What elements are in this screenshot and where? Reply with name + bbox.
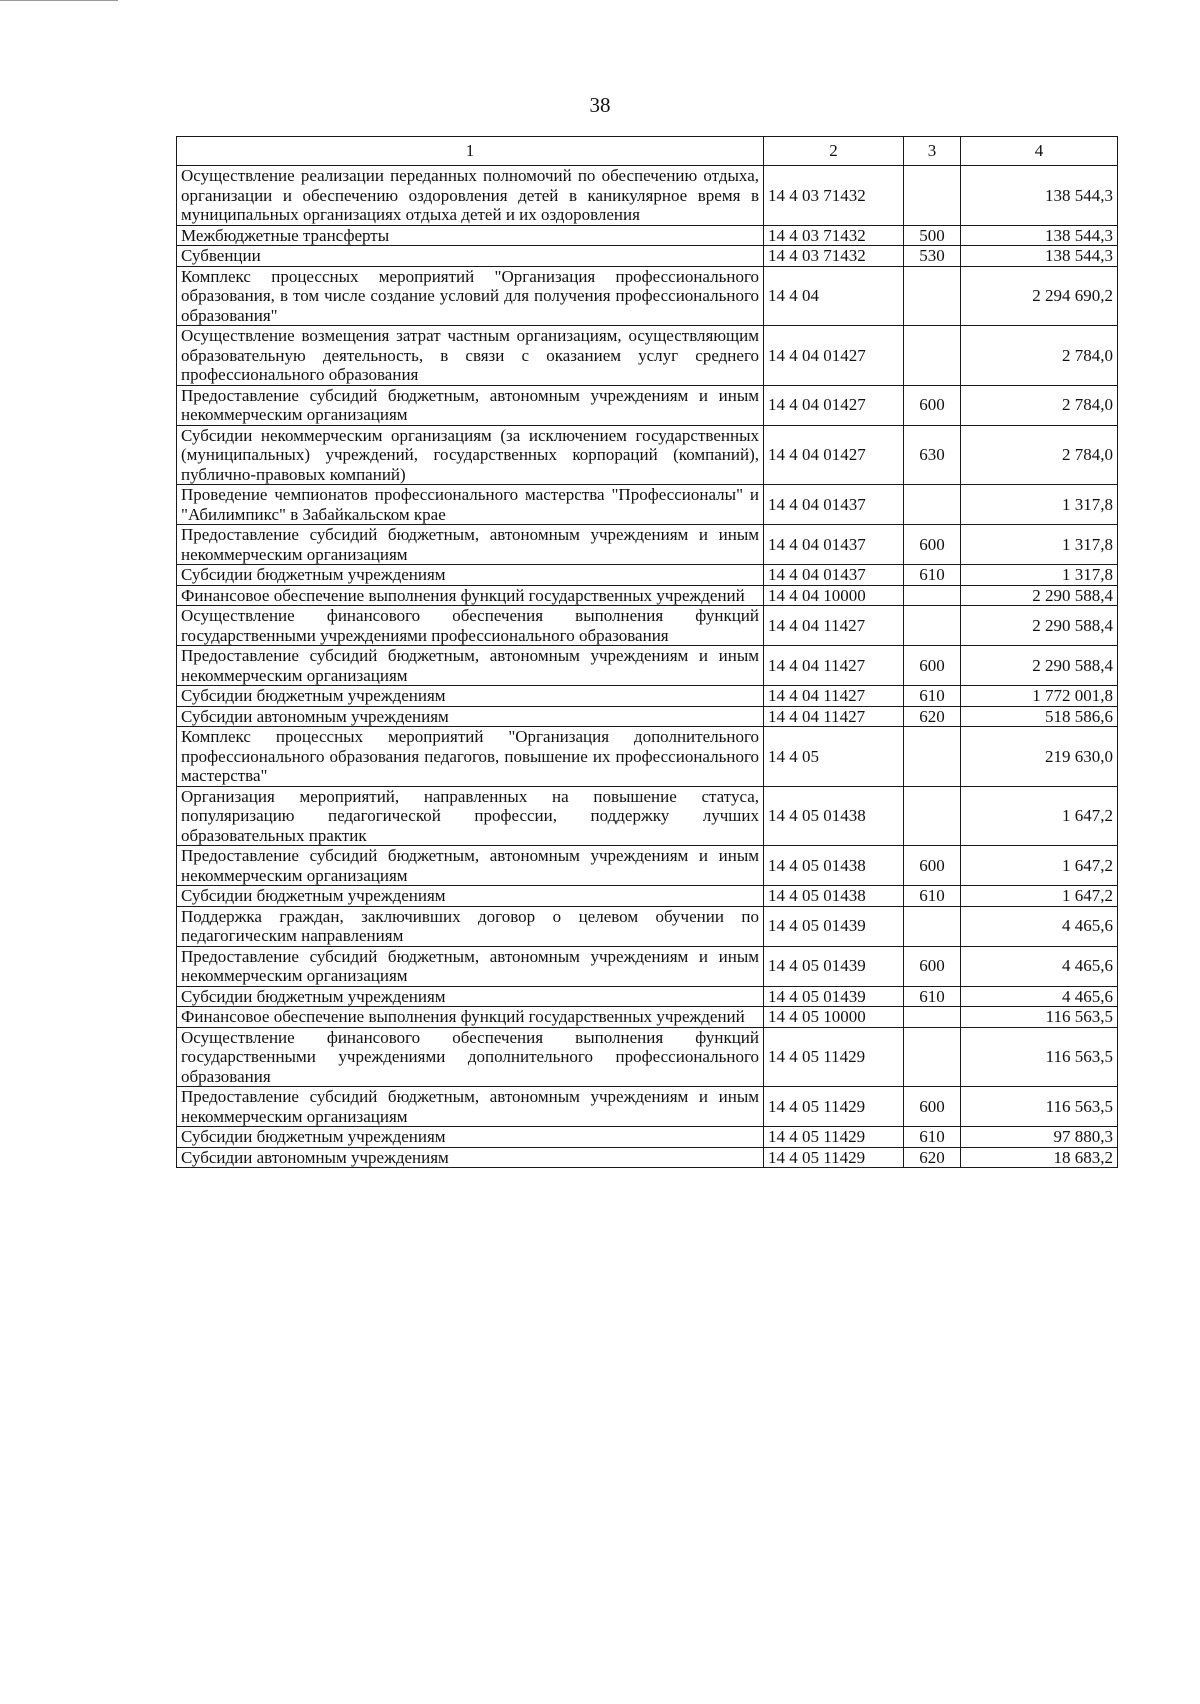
table-row <box>177 326 1118 386</box>
table-row <box>177 225 1118 246</box>
row-expense-type <box>904 166 961 226</box>
table-row <box>177 1087 1118 1127</box>
table-row <box>177 1027 1118 1087</box>
row-name: Финансовое обеспечение выполнения функций государственных учреждений <box>177 1007 764 1028</box>
row-code: 14 4 04 11427 <box>764 646 904 686</box>
row-name: Субсидии бюджетным учреждениям <box>177 886 764 907</box>
row-name: Субсидии автономным учреждениям <box>177 706 764 727</box>
row-amount: 2 784,0 <box>961 425 1118 485</box>
row-amount: 138 544,3 <box>961 166 1118 226</box>
table-row <box>177 565 1118 586</box>
row-expense-type: 620 <box>904 706 961 727</box>
row-code: 14 4 04 11427 <box>764 686 904 707</box>
row-expense-type <box>904 485 961 525</box>
table-row <box>177 786 1118 846</box>
row-code: 14 4 05 01439 <box>764 946 904 986</box>
row-name: Финансовое обеспечение выполнения функций государственных учреждений <box>177 585 764 606</box>
row-code: 14 4 04 10000 <box>764 585 904 606</box>
row-amount: 2 294 690,2 <box>961 266 1118 326</box>
row-amount: 2 784,0 <box>961 385 1118 425</box>
row-code: 14 4 05 <box>764 727 904 787</box>
column-header: 1 <box>177 137 764 166</box>
row-expense-type <box>904 266 961 326</box>
row-expense-type: 610 <box>904 686 961 707</box>
table-row <box>177 986 1118 1007</box>
row-amount: 116 563,5 <box>961 1087 1118 1127</box>
row-name: Субсидии бюджетным учреждениям <box>177 565 764 586</box>
row-name: Межбюджетные трансферты <box>177 225 764 246</box>
row-code: 14 4 05 01438 <box>764 786 904 846</box>
row-amount: 97 880,3 <box>961 1127 1118 1148</box>
row-code: 14 4 04 01437 <box>764 485 904 525</box>
row-expense-type: 610 <box>904 1127 961 1148</box>
table-row <box>177 1147 1118 1168</box>
row-name: Субвенции <box>177 246 764 267</box>
table-row <box>177 606 1118 646</box>
row-name: Предоставление субсидий бюджетным, автономным учреждениям и иным некоммерческим организациям <box>177 1087 764 1127</box>
row-amount: 1 647,2 <box>961 886 1118 907</box>
row-expense-type: 610 <box>904 886 961 907</box>
row-expense-type: 600 <box>904 1087 961 1127</box>
row-amount: 1 317,8 <box>961 525 1118 565</box>
table-row <box>177 585 1118 606</box>
header-row <box>177 137 1118 166</box>
row-expense-type: 620 <box>904 1147 961 1168</box>
row-name: Предоставление субсидий бюджетным, автономным учреждениям и иным некоммерческим организациям <box>177 525 764 565</box>
row-expense-type: 600 <box>904 525 961 565</box>
row-expense-type: 600 <box>904 646 961 686</box>
table-row <box>177 686 1118 707</box>
row-name: Осуществление финансового обеспечения выполнения функций государственными учреждениями дополнительного профессионального образования <box>177 1027 764 1087</box>
row-amount: 116 563,5 <box>961 1027 1118 1087</box>
row-expense-type <box>904 326 961 386</box>
budget-table <box>176 136 1118 1168</box>
table-row <box>177 485 1118 525</box>
table-row <box>177 706 1118 727</box>
row-name: Комплекс процессных мероприятий "Организация профессионального образования, в том числе создание условий для получения профессионального образования" <box>177 266 764 326</box>
row-expense-type: 600 <box>904 846 961 886</box>
table-row <box>177 266 1118 326</box>
table-row <box>177 525 1118 565</box>
row-amount: 518 586,6 <box>961 706 1118 727</box>
row-amount: 116 563,5 <box>961 1007 1118 1028</box>
row-amount: 1 647,2 <box>961 846 1118 886</box>
row-amount: 18 683,2 <box>961 1147 1118 1168</box>
row-name: Предоставление субсидий бюджетным, автономным учреждениям и иным некоммерческим организациям <box>177 946 764 986</box>
row-amount: 4 465,6 <box>961 986 1118 1007</box>
row-expense-type <box>904 786 961 846</box>
row-code: 14 4 04 11427 <box>764 706 904 727</box>
table-row <box>177 166 1118 226</box>
row-expense-type <box>904 585 961 606</box>
row-name: Осуществление реализации переданных полномочий по обеспечению отдыха, организации и обеспечению оздоровления детей в каникулярное время в муниципальных организациях отдыха детей и их оздоровления <box>177 166 764 226</box>
row-name: Поддержка граждан, заключивших договор о целевом обучении по педагогическим направлениям <box>177 906 764 946</box>
row-code: 14 4 04 01427 <box>764 425 904 485</box>
row-expense-type <box>904 1027 961 1087</box>
row-code: 14 4 04 01437 <box>764 565 904 586</box>
scan-edge-mark <box>0 0 118 1</box>
row-amount: 2 290 588,4 <box>961 646 1118 686</box>
row-expense-type: 500 <box>904 225 961 246</box>
row-code: 14 4 04 11427 <box>764 606 904 646</box>
row-amount: 1 317,8 <box>961 565 1118 586</box>
row-code: 14 4 04 01427 <box>764 326 904 386</box>
row-name: Проведение чемпионатов профессионального мастерства "Профессионалы" и "Абилимпикс" в Забайкальском крае <box>177 485 764 525</box>
row-code: 14 4 03 71432 <box>764 225 904 246</box>
table-row <box>177 886 1118 907</box>
row-name: Предоставление субсидий бюджетным, автономным учреждениям и иным некоммерческим организациям <box>177 385 764 425</box>
table-row <box>177 846 1118 886</box>
row-amount: 219 630,0 <box>961 727 1118 787</box>
row-amount: 138 544,3 <box>961 246 1118 267</box>
page-number: 38 <box>589 93 611 117</box>
row-name: Предоставление субсидий бюджетным, автономным учреждениям и иным некоммерческим организациям <box>177 646 764 686</box>
row-amount: 1 647,2 <box>961 786 1118 846</box>
row-amount: 1 317,8 <box>961 485 1118 525</box>
table-row <box>177 425 1118 485</box>
row-amount: 4 465,6 <box>961 906 1118 946</box>
column-header: 3 <box>904 137 961 166</box>
row-expense-type: 610 <box>904 565 961 586</box>
row-code: 14 4 05 01439 <box>764 986 904 1007</box>
row-expense-type: 600 <box>904 385 961 425</box>
row-name: Субсидии некоммерческим организациям (за исключением государственных (муниципальных) учреждений, государственных корпораций (компаний), публично-правовых компаний) <box>177 425 764 485</box>
row-amount: 138 544,3 <box>961 225 1118 246</box>
table-row <box>177 646 1118 686</box>
row-name: Комплекс процессных мероприятий "Организация дополнительного профессионального образования педагогов, повышение их профессионального мастерства" <box>177 727 764 787</box>
row-code: 14 4 05 11429 <box>764 1127 904 1148</box>
table-row <box>177 906 1118 946</box>
table-row <box>177 946 1118 986</box>
row-code: 14 4 05 11429 <box>764 1027 904 1087</box>
row-name: Субсидии бюджетным учреждениям <box>177 1127 764 1148</box>
row-code: 14 4 05 11429 <box>764 1147 904 1168</box>
table-row <box>177 385 1118 425</box>
table-row <box>177 246 1118 267</box>
row-amount: 4 465,6 <box>961 946 1118 986</box>
row-code: 14 4 05 11429 <box>764 1087 904 1127</box>
row-name: Организация мероприятий, направленных на повышение статуса, популяризацию педагогической профессии, поддержку лучших образовательных практик <box>177 786 764 846</box>
table-row <box>177 1007 1118 1028</box>
row-amount: 1 772 001,8 <box>961 686 1118 707</box>
row-expense-type: 530 <box>904 246 961 267</box>
row-name: Осуществление возмещения затрат частным организациям, осуществляющим образовательную деятельность, в связи с оказанием услуг среднего профессионального образования <box>177 326 764 386</box>
row-amount: 2 290 588,4 <box>961 606 1118 646</box>
row-name: Субсидии бюджетным учреждениям <box>177 986 764 1007</box>
table-row <box>177 1127 1118 1148</box>
row-name: Субсидии автономным учреждениям <box>177 1147 764 1168</box>
row-expense-type <box>904 727 961 787</box>
row-code: 14 4 04 <box>764 266 904 326</box>
row-expense-type: 600 <box>904 946 961 986</box>
row-name: Осуществление финансового обеспечения выполнения функций государственными учреждениями профессионального образования <box>177 606 764 646</box>
row-expense-type <box>904 606 961 646</box>
row-code: 14 4 05 01438 <box>764 886 904 907</box>
row-code: 14 4 04 01427 <box>764 385 904 425</box>
row-expense-type: 630 <box>904 425 961 485</box>
row-code: 14 4 03 71432 <box>764 246 904 267</box>
row-amount: 2 290 588,4 <box>961 585 1118 606</box>
row-code: 14 4 05 01438 <box>764 846 904 886</box>
row-code: 14 4 05 10000 <box>764 1007 904 1028</box>
row-amount: 2 784,0 <box>961 326 1118 386</box>
row-code: 14 4 03 71432 <box>764 166 904 226</box>
row-expense-type <box>904 1007 961 1028</box>
row-code: 14 4 04 01437 <box>764 525 904 565</box>
table-row <box>177 727 1118 787</box>
column-header: 2 <box>764 137 904 166</box>
row-name: Предоставление субсидий бюджетным, автономным учреждениям и иным некоммерческим организациям <box>177 846 764 886</box>
row-name: Субсидии бюджетным учреждениям <box>177 686 764 707</box>
row-code: 14 4 05 01439 <box>764 906 904 946</box>
column-header: 4 <box>961 137 1118 166</box>
row-expense-type <box>904 906 961 946</box>
row-expense-type: 610 <box>904 986 961 1007</box>
